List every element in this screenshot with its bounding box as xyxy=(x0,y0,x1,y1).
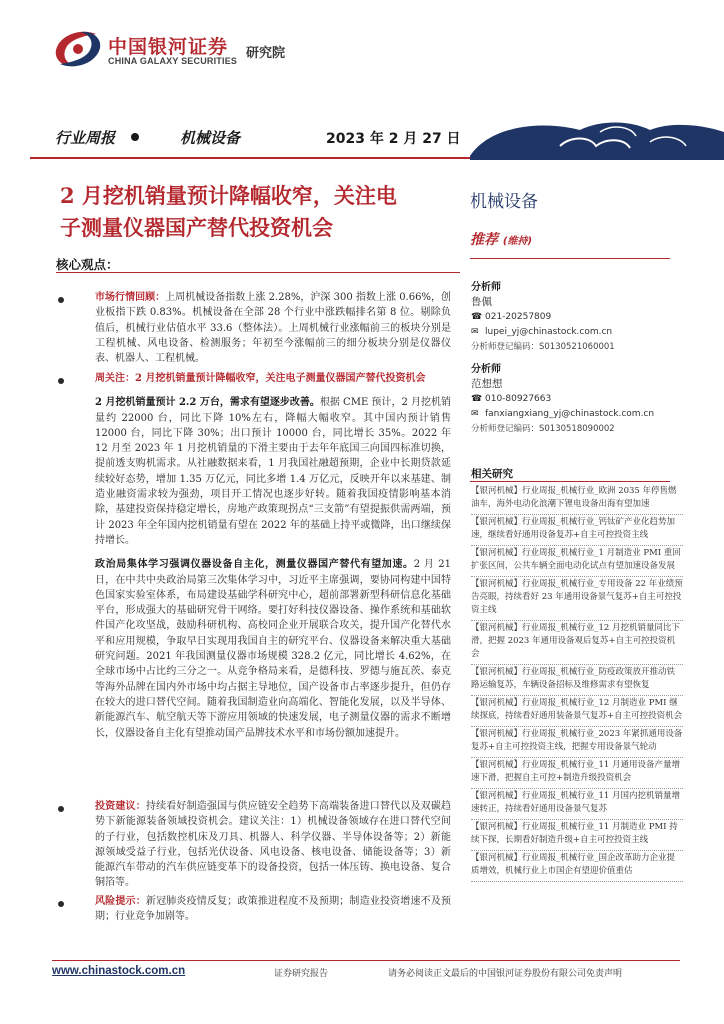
related-item[interactable]: 【银河机械】行业周报_机械行业_欧洲 2035 年停售燃油车，海外电动化浪潮下锂电设备出海有望加速 xyxy=(471,484,683,515)
email-icon: ✉ xyxy=(471,409,479,419)
analyst-name: 鲁佩 xyxy=(471,296,492,308)
analyst-phone-row xyxy=(471,310,691,325)
market-review-section xyxy=(95,290,451,366)
related-item[interactable]: 【银河机械】行业周报_机械行业_12 月制造业 PMI 继续探底，持续看好通用装备景气复苏+自主可控投资机会 xyxy=(471,696,683,727)
bullet-dot-icon xyxy=(58,297,64,303)
report-date: 2023 年 2 月 27 日 xyxy=(326,131,461,147)
related-item[interactable]: 【银河机械】行业周报_机械行业_国企改革助力企业提质增效，机械行业上市国企有望迎价值重估 xyxy=(471,851,683,882)
bullet-dot-icon xyxy=(58,378,64,384)
separator-dot-icon xyxy=(131,133,139,141)
rating xyxy=(470,229,532,249)
analyst-card-1 xyxy=(471,280,691,355)
risk-text: 新冠肺炎疫情反复；政策推进程度不及预期；制造业投资增速不及预期；行业竞争加剧等。 xyxy=(95,896,452,923)
investment-advice-text: 持续看好制造强国与供应链安全趋势下高端装备进口替代以及双碳趋势下新能源装备领域投资机会。建议关注：1）机械设备领域存在进口替代空间的子行业，包括数控机床及刀具、机器人、科学仪器、半导体设备等；2）新能源领域受益子行业，包括光伏设备、风电设备、核电设备、储能设备等；3）新能源汽车带动的汽车供应链变革下的设备投资，包括一体压铸、换电设备、复合铜箔等。 xyxy=(95,801,452,889)
footer-divider xyxy=(52,960,680,961)
report-type: 行业周报 xyxy=(55,129,116,147)
bullet-dot-icon xyxy=(58,806,64,812)
weekly-focus-lead: 周关注：2 月挖机销量预计降幅收窄，关注电子测量仪器国产替代投资机会 xyxy=(95,373,426,384)
analyst-email-row xyxy=(471,325,691,340)
related-item[interactable]: 【银河机械】行业周报_机械行业_11 月通用设备产量增速下滑，把握自主可控+制造升级投资机会 xyxy=(471,758,683,789)
bullet-dot-icon xyxy=(58,901,64,907)
galaxy-logo-icon xyxy=(52,28,104,70)
report-sector: 机械设备 xyxy=(180,129,241,147)
related-item[interactable]: 【银河机械】行业周报_机械行业_2023 年紧抓通用设备复苏+自主可控投资主线，把握专用设备景气轮动 xyxy=(471,727,683,758)
instrument-text: 2 月 21 日，在中共中央政治局第三次集体学习中，习近平主席强调，要协同构建中国特色国家实验室体系，布局建设基础学科研究中心，超前部署新型科研信息化基础平台，形成强大的基础研究骨干网络。要打好科技仪器设备、操作系统和基础软件国产化攻坚战，鼓励科研机构、高校同企业开展联合攻关，提升国产化替代水平和应用规模，争取早日实现用我国自主的研究平台、仪器设备来解决重大基础研究问题。2021 年我国测量仪器市场规模 328.2 亿元，同比增长 4.62%，在全球市场中占比约三分之一。从竞争格局来看，是德科技、罗德与施瓦茨、泰克等海外品牌在国内外市场中均占据主导地位，国产设备市占率逐步提升，但仍存在较大的进口替代空间。随着我国制造业向高端化、智能化发展，以及半导体、新能源汽车、航空航天等下游应用领域的快速发展，电子测量仪器的需求不断增长，仪器设备自主化有望推动国产品牌技术水平和市场份额加速提升。 xyxy=(95,559,452,739)
analyst-phone-row xyxy=(471,392,691,407)
phone-icon: ☎ xyxy=(471,394,483,404)
report-title-line-1: 2 月挖机销量预计降幅收窄，关注电 xyxy=(60,183,397,208)
report-title-line-2: 子测量仪器国产替代投资机会 xyxy=(60,215,333,240)
analyst-cert: 分析师登记编码：S0130518090002 xyxy=(471,424,615,434)
core-view-divider xyxy=(56,272,460,273)
related-item[interactable]: 【银河机械】行业周报_机械行业_钙钛矿产业化趋势加速，继续看好通用设备复苏+自主可控投资主线 xyxy=(471,515,683,546)
risk-section xyxy=(95,894,451,925)
phone-icon: ☎ xyxy=(471,312,483,322)
institute-label: 研究院 xyxy=(246,46,286,61)
excavator-text: 根据 CME 预计，2 月挖机销量约 22000 台，同比下降 10%左右，降幅大幅收窄。其中国内预计销售 12000 台，同比下降 30%；出口预计 10000 台，同比增长 35%。2022 年 12 月至 2023 年 1 月挖机销量的下滑主要由于去年年底国三向国四标准切换，提前透支购机需求。从社融数据来看，1 月我国社融超预期，企业中长期贷款延续较好态势，增加 1.35 万亿元，同比多增 1.4 万亿元，反映开年以来基建、制造业融资需求较为强劲，项目开工情况也逐步好转。随着我国疫情影响基本消除，基建投资保持稳定增长，房地产政策现拐点“三支箭”有望提振供需两端，预计 2023 年全年国内挖机销量有望在 2022 年的基础上持平或微降，出口继续保持增长。 xyxy=(95,397,451,546)
rating-sub: (维持) xyxy=(502,236,533,247)
analyst-email[interactable]: fanxiangxiang_yj@chinastock.com.cn xyxy=(485,409,655,419)
analyst-name: 范想想 xyxy=(471,378,503,390)
brand-name-en: CHINA GALAXY SECURITIES xyxy=(108,56,238,66)
analyst-phone: 010-80927663 xyxy=(485,394,552,404)
footer-website-link[interactable]: www.chinastock.com.cn xyxy=(52,965,186,977)
related-research-list xyxy=(471,484,683,882)
analyst-email[interactable]: lupei_yj@chinastock.com.cn xyxy=(485,327,613,337)
instrument-heading: 政治局集体学习强调仪器设备自主化，测量仪器国产替代有望加速。 xyxy=(95,559,414,571)
related-item[interactable]: 【银河机械】行业周报_机械行业_11 月国内挖机销量增速转正，持续看好通用设备景气复苏 xyxy=(471,789,683,820)
excavator-heading: 2 月挖机销量预计 2.2 万台，需求有望逐步改善。 xyxy=(95,397,320,409)
related-item[interactable]: 【银河机械】行业周报_机械行业_12 月挖机销量同比下滑，把握 2023 年通用设备观后复苏+自主可控投资机会 xyxy=(471,621,683,665)
rating-value: 推荐 xyxy=(470,232,498,248)
analyst-card-2 xyxy=(471,362,691,437)
related-research-heading: 相关研究 xyxy=(471,468,513,480)
related-research-divider xyxy=(470,481,670,482)
footer-disclaimer: 请务必阅读正文最后的中国银河证券股份有限公司免责声明 xyxy=(388,969,623,979)
analyst-cert: 分析师登记编码：S0130521060001 xyxy=(471,342,615,352)
analyst-phone: 021-20257809 xyxy=(485,312,552,322)
analyst-email-row xyxy=(471,407,691,422)
instrument-paragraph xyxy=(95,557,451,741)
footer-report-label: 证券研究报告 xyxy=(274,969,329,979)
market-review-lead: 市场行情回顾： xyxy=(95,292,166,303)
weekly-focus-section xyxy=(95,371,451,741)
risk-lead: 风险提示： xyxy=(95,896,146,907)
brand-name-cn: 中国银河证券 xyxy=(108,36,229,58)
email-icon: ✉ xyxy=(471,327,479,337)
related-item[interactable]: 【银河机械】行业周报_机械行业_防疫政策放开推动铁路运输复苏，车辆设备招标及维修需求有望恢复 xyxy=(471,665,683,696)
related-item[interactable]: 【银河机械】行业周报_机械行业_11 月制造业 PMI 持续下探，长期看好制造升级+自主可控投资主线 xyxy=(471,820,683,851)
rating-divider xyxy=(470,258,670,259)
analyst-heading: 分析师 xyxy=(471,282,501,293)
excavator-paragraph xyxy=(95,395,451,548)
report-title xyxy=(60,180,460,244)
investment-advice-lead: 投资建议： xyxy=(95,801,146,812)
related-item[interactable]: 【银河机械】行业周报_机械行业_1 月制造业 PMI 重回扩张区间，公共车辆全面电动化试点有望加速设备发展 xyxy=(471,546,683,577)
core-view-label: 核心观点： xyxy=(56,257,119,272)
related-item[interactable]: 【银河机械】行业周报_机械行业_专用设备 22 年业绩预告亮眼，持续看好 23 年通用设备景气复苏+自主可控投资主线 xyxy=(471,577,683,621)
side-sector: 机械设备 xyxy=(470,192,538,212)
investment-advice-section xyxy=(95,799,451,891)
market-review-text: 上周机械设备指数上涨 2.28%，沪深 300 指数上涨 0.66%，创业板指下跌 0.83%。机械设备在全部 28 个行业中涨跌幅排名第 8 位。剔除负值后，机械行业估值水平 33.6（整体法）。上周机械行业涨幅前三的板块分别是工程机械、风电设备、检测服务；年初至今涨幅前三的细分板块分别是仪器仪表、机器人、工程机械。 xyxy=(95,292,452,365)
analyst-heading: 分析师 xyxy=(471,364,501,375)
